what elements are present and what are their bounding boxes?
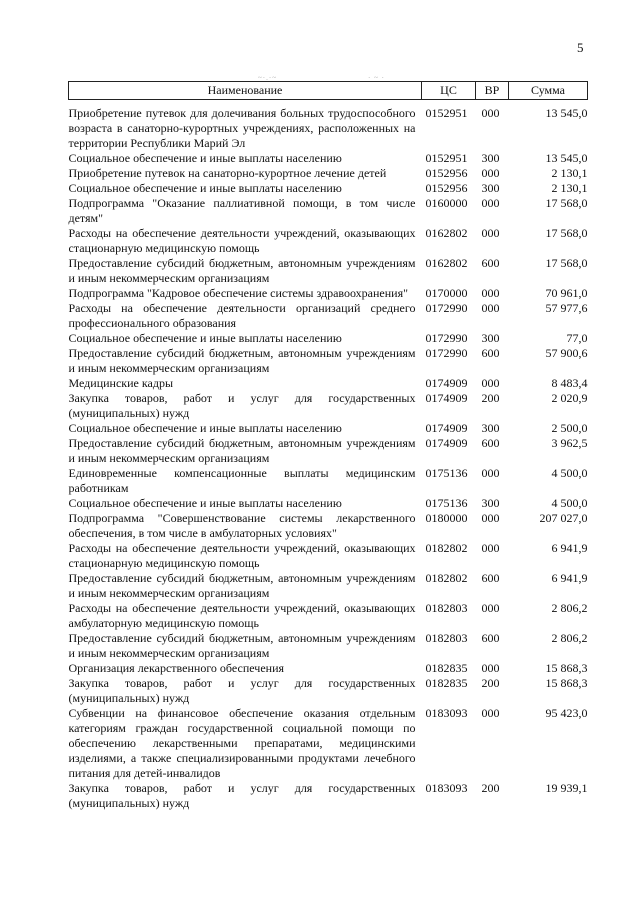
row-sum: 4 500,0 [551, 496, 588, 510]
header-name: Наименование [69, 82, 422, 100]
row-sum: 6 941,9 [551, 571, 588, 585]
row-sum: 17 568,0 [545, 196, 588, 210]
row-vr: 300 [481, 151, 500, 165]
row-sum: 57 977,6 [545, 301, 588, 315]
row-vr: 000 [481, 106, 500, 120]
row-vr: 000 [481, 661, 500, 675]
row-name: Социальное обеспечение и иные выплаты населению [68, 331, 342, 345]
row-sum: 2 500,0 [551, 421, 588, 435]
table-row [69, 181, 588, 196]
row-name: Подпрограмма "Оказание паллиативной помощи, в том числе детям" [68, 196, 416, 225]
header-cs: ЦС [422, 82, 476, 100]
page-number: 5 [577, 40, 584, 55]
table-row [69, 151, 588, 166]
row-name: Социальное обеспечение и иные выплаты населению [68, 496, 342, 510]
row-sum: 2 806,2 [551, 601, 588, 615]
row-sum: 2 020,9 [551, 391, 588, 405]
table-row [69, 376, 588, 391]
row-vr: 600 [481, 571, 500, 585]
row-vr: 600 [481, 631, 500, 645]
row-name: Субвенции на финансовое обеспечение оказания отдельным категориям граждан государственной социальной помощи по обеспечению лекарственными препаратами, медицинскими изделиями, а также специализированными продуктами лечебного питания для детей-инвалидов [68, 706, 416, 780]
table-row [69, 100, 588, 152]
row-cs: 0174909 [425, 436, 468, 450]
row-sum: 8 483,4 [551, 376, 588, 390]
table-row [69, 256, 588, 286]
row-name: Социальное обеспечение и иные выплаты населению [68, 421, 342, 435]
row-sum: 77,0 [566, 331, 588, 345]
row-cs: 0152951 [425, 151, 468, 165]
row-sum: 57 900,6 [545, 346, 588, 360]
table-row [69, 346, 588, 376]
row-cs: 0174909 [425, 421, 468, 435]
table-row [69, 781, 588, 811]
row-sum: 95 423,0 [545, 706, 588, 720]
row-name: Расходы на обеспечение деятельности организаций среднего профессионального образования [68, 301, 416, 330]
row-vr: 000 [481, 541, 500, 555]
row-cs: 0175136 [425, 496, 468, 510]
row-cs: 0162802 [425, 226, 468, 240]
header-sum: Сумма [509, 82, 588, 100]
row-sum: 2 806,2 [551, 631, 588, 645]
row-vr: 300 [481, 331, 500, 345]
table-row [69, 631, 588, 661]
row-vr: 000 [481, 601, 500, 615]
table-row [69, 676, 588, 706]
scan-artifact: · ~ · [368, 74, 385, 82]
scan-artifact: ~·.·~ [258, 74, 277, 82]
row-sum: 17 568,0 [545, 226, 588, 240]
row-sum: 207 027,0 [539, 511, 588, 525]
row-sum: 17 568,0 [545, 256, 588, 270]
row-name: Социальное обеспечение и иные выплаты населению [68, 151, 342, 165]
row-vr: 300 [481, 496, 500, 510]
row-vr: 300 [481, 421, 500, 435]
row-vr: 300 [481, 181, 500, 195]
row-cs: 0182803 [425, 631, 468, 645]
row-cs: 0172990 [425, 301, 468, 315]
table-row [69, 196, 588, 226]
table-row [69, 331, 588, 346]
row-name: Социальное обеспечение и иные выплаты населению [68, 181, 342, 195]
row-vr: 200 [481, 676, 500, 690]
row-cs: 0182835 [425, 661, 468, 675]
row-sum: 70 961,0 [545, 286, 588, 300]
table-row [69, 661, 588, 676]
row-cs: 0182835 [425, 676, 468, 690]
header-vr: ВР [476, 82, 509, 100]
row-name: Предоставление субсидий бюджетным, автономным учреждениям и иным некоммерческим организациям [68, 631, 416, 660]
table-row [69, 391, 588, 421]
row-cs: 0175136 [425, 466, 468, 480]
row-sum: 13 545,0 [545, 151, 588, 165]
row-vr: 000 [481, 166, 500, 180]
row-name: Закупка товаров, работ и услуг для государственных (муниципальных) нужд [68, 781, 416, 810]
row-name: Предоставление субсидий бюджетным, автономным учреждениям и иным некоммерческим организациям [68, 571, 416, 600]
row-cs: 0174909 [425, 376, 468, 390]
table-header [69, 82, 588, 100]
row-sum: 15 868,3 [545, 676, 588, 690]
row-cs: 0152956 [425, 181, 468, 195]
row-cs: 0170000 [425, 286, 468, 300]
row-cs: 0152951 [425, 106, 468, 120]
table-body [69, 100, 588, 812]
row-name: Медицинские кадры [68, 376, 174, 390]
row-name: Предоставление субсидий бюджетным, автономным учреждениям и иным некоммерческим организациям [68, 346, 416, 375]
row-vr: 000 [481, 511, 500, 525]
table-row [69, 496, 588, 511]
row-cs: 0182803 [425, 601, 468, 615]
row-name: Приобретение путевок на санаторно-курортное лечение детей [68, 166, 387, 180]
row-vr: 000 [481, 706, 500, 720]
row-name: Расходы на обеспечение деятельности учреждений, оказывающих амбулаторную медицинскую помощь [68, 601, 416, 630]
table-row [69, 436, 588, 466]
row-sum: 15 868,3 [545, 661, 588, 675]
row-vr: 000 [481, 226, 500, 240]
table-row [69, 571, 588, 601]
row-name: Предоставление субсидий бюджетным, автономным учреждениям и иным некоммерческим организациям [68, 436, 416, 465]
row-cs: 0172990 [425, 346, 468, 360]
row-vr: 000 [481, 286, 500, 300]
row-vr: 200 [481, 781, 500, 795]
row-vr: 200 [481, 391, 500, 405]
row-cs: 0180000 [425, 511, 468, 525]
row-name: Закупка товаров, работ и услуг для государственных (муниципальных) нужд [68, 391, 416, 420]
row-cs: 0162802 [425, 256, 468, 270]
table-row [69, 601, 588, 631]
table-row [69, 511, 588, 541]
row-name: Закупка товаров, работ и услуг для государственных (муниципальных) нужд [68, 676, 416, 705]
table-row [69, 706, 588, 781]
row-vr: 000 [481, 196, 500, 210]
row-cs: 0182802 [425, 571, 468, 585]
row-vr: 600 [481, 346, 500, 360]
budget-table [68, 81, 588, 811]
row-vr: 600 [481, 256, 500, 270]
row-cs: 0160000 [425, 196, 468, 210]
row-vr: 000 [481, 466, 500, 480]
row-name: Расходы на обеспечение деятельности учреждений, оказывающих стационарную медицинскую помощь [68, 541, 416, 570]
row-vr: 600 [481, 436, 500, 450]
row-cs: 0182802 [425, 541, 468, 555]
row-sum: 2 130,1 [551, 166, 588, 180]
row-cs: 0152956 [425, 166, 468, 180]
table-row [69, 466, 588, 496]
table-row [69, 226, 588, 256]
row-vr: 000 [481, 376, 500, 390]
table-row [69, 421, 588, 436]
row-name: Предоставление субсидий бюджетным, автономным учреждениям и иным некоммерческим организациям [68, 256, 416, 285]
row-cs: 0183093 [425, 781, 468, 795]
row-sum: 19 939,1 [545, 781, 588, 795]
table-row [69, 301, 588, 331]
table-row [69, 541, 588, 571]
row-cs: 0174909 [425, 391, 468, 405]
row-vr: 000 [481, 301, 500, 315]
row-name: Единовременные компенсационные выплаты медицинским работникам [68, 466, 416, 495]
row-name: Расходы на обеспечение деятельности учреждений, оказывающих стационарную медицинскую помощь [68, 226, 416, 255]
row-sum: 13 545,0 [545, 106, 588, 120]
row-name: Подпрограмма "Кадровое обеспечение системы здравоохранения" [68, 286, 409, 300]
row-name: Организация лекарственного обеспечения [68, 661, 285, 675]
row-sum: 4 500,0 [551, 466, 588, 480]
row-name: Подпрограмма "Совершенствование системы лекарственного обеспечения, в том числе в амбулаторных условиях" [68, 511, 416, 540]
row-sum: 2 130,1 [551, 181, 588, 195]
row-sum: 3 962,5 [551, 436, 588, 450]
table-row [69, 286, 588, 301]
table-row [69, 166, 588, 181]
row-cs: 0183093 [425, 706, 468, 720]
row-sum: 6 941,9 [551, 541, 588, 555]
row-name: Приобретение путевок для долечивания больных трудоспособного возраста в санаторно-курортных учреждениях, расположенных на территории Республики Марий Эл [68, 106, 416, 150]
row-cs: 0172990 [425, 331, 468, 345]
